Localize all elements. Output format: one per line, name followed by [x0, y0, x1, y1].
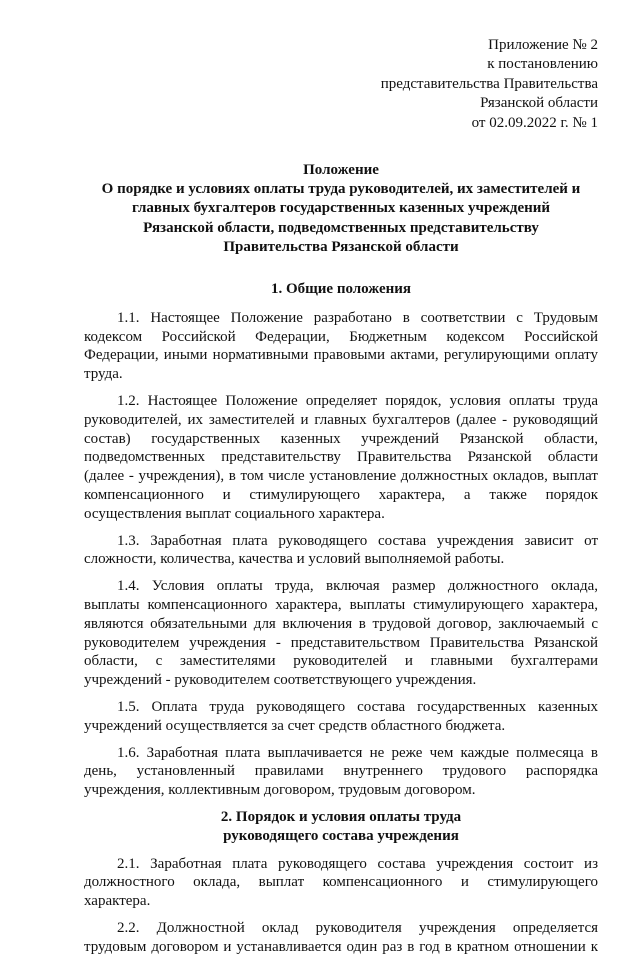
paragraph-line: день, установленный правилами внутреннего трудового распорядка — [84, 763, 598, 780]
paragraph — [84, 855, 598, 911]
annex-line: представительства Правительства — [380, 75, 598, 92]
paragraph-line: подведомственных представительству Правительства Рязанской области — [84, 449, 598, 466]
paragraph-line: 2.1. Заработная плата руководящего состава учреждения состоит из — [117, 855, 598, 872]
annex-line: Рязанской области — [480, 95, 598, 112]
paragraph-line: трудовым договором и устанавливается один раз в год в кратном отношении к — [84, 938, 598, 955]
paragraph-line: являются обязательными для включения в трудовой договор, заключаемый с — [84, 615, 598, 632]
title-line: Рязанской области, подведомственных представительству — [143, 219, 539, 236]
paragraph-line: выплаты компенсационного характера, выплаты стимулирующего характера, — [84, 597, 598, 613]
paragraph-line: Федерации, иными нормативными правовыми актами, регулирующими оплату — [84, 347, 598, 364]
paragraph-line: компенсационного и стимулирующего характера, а также порядок — [84, 487, 598, 504]
title-line: главных бухгалтеров государственных казенных учреждений — [131, 200, 551, 217]
paragraph — [84, 698, 598, 736]
paragraph — [84, 744, 598, 800]
paragraph-line: (далее - учреждения), в том числе установление должностных окладов, выплат — [84, 468, 598, 485]
paragraph — [84, 532, 598, 570]
section-heading-line: руководящего состава учреждения — [223, 827, 459, 844]
paragraph-line: 2.2. Должностной оклад руководителя учреждения определяется — [117, 919, 598, 936]
paragraph-line: 1.3. Заработная плата руководящего состава учреждения зависит от — [117, 532, 598, 549]
paragraph — [84, 309, 598, 384]
section-heading-line: 2. Порядок и условия оплаты труда — [220, 808, 462, 825]
section-heading-line: 1. Общие положения — [270, 281, 412, 298]
paragraph-line: 1.2. Настоящее Положение определяет порядок, условия оплаты труда — [117, 393, 598, 410]
section-1-heading — [84, 280, 598, 299]
paragraph-line: 1.1. Настоящее Положение разработано в соответствии с Трудовым — [117, 309, 598, 326]
paragraph-line: кодексом Российской Федерации, Бюджетным кодексом Российской — [84, 328, 598, 345]
annex-block — [84, 36, 598, 133]
paragraph-line: труда. — [84, 366, 123, 383]
paragraph-line: учреждения, коллективным договором, трудовым договором. — [84, 782, 476, 799]
paragraph-line: осуществления выплат социального характера. — [84, 505, 385, 522]
annex-line: Приложение № 2 — [488, 37, 598, 53]
paragraph-line: руководителем учреждения - представительством Правительства Рязанской — [84, 634, 598, 651]
paragraph-line: области, с заместителями руководителей и главными бухгалтерами — [84, 653, 598, 670]
title-line: О порядке и условиях оплаты труда руководителей, их заместителей и — [101, 181, 581, 198]
paragraph — [84, 919, 598, 957]
paragraph-line: сложности, количества, качества и условий выполняемой работы. — [84, 551, 505, 568]
document-title — [84, 161, 598, 257]
title-line: Правительства Рязанской области — [223, 238, 459, 255]
paragraph — [84, 392, 598, 524]
paragraph-line: учреждений - руководителем соответствующего учреждения. — [84, 672, 477, 689]
section-1-body — [84, 309, 598, 800]
paragraph — [84, 577, 598, 690]
paragraph-line: 1.6. Заработная плата выплачивается не реже чем каждые полмесяца в — [117, 744, 598, 761]
paragraph-line: должностного оклада, выплат компенсационного и стимулирующего — [84, 874, 598, 891]
paragraph-line: 1.5. Оплата труда руководящего состава государственных казенных — [117, 698, 598, 715]
paragraph-line: учреждений осуществляется за счет средств областного бюджета. — [84, 717, 506, 734]
paragraph-line: руководителей, их заместителей и главных бухгалтеров (далее - руководящий — [84, 411, 598, 428]
section-2-heading — [84, 808, 598, 846]
annex-line: от 02.09.2022 г. № 1 — [471, 114, 598, 131]
paragraph-line: состав) государственных казенных учреждений Рязанской области, — [84, 430, 598, 447]
title-line: Положение — [303, 162, 379, 179]
annex-line: к постановлению — [487, 56, 598, 73]
section-2-body — [84, 855, 598, 957]
paragraph-line: характера. — [84, 893, 151, 910]
paragraph-line: 1.4. Условия оплаты труда, включая размер должностного оклада, — [117, 578, 598, 595]
